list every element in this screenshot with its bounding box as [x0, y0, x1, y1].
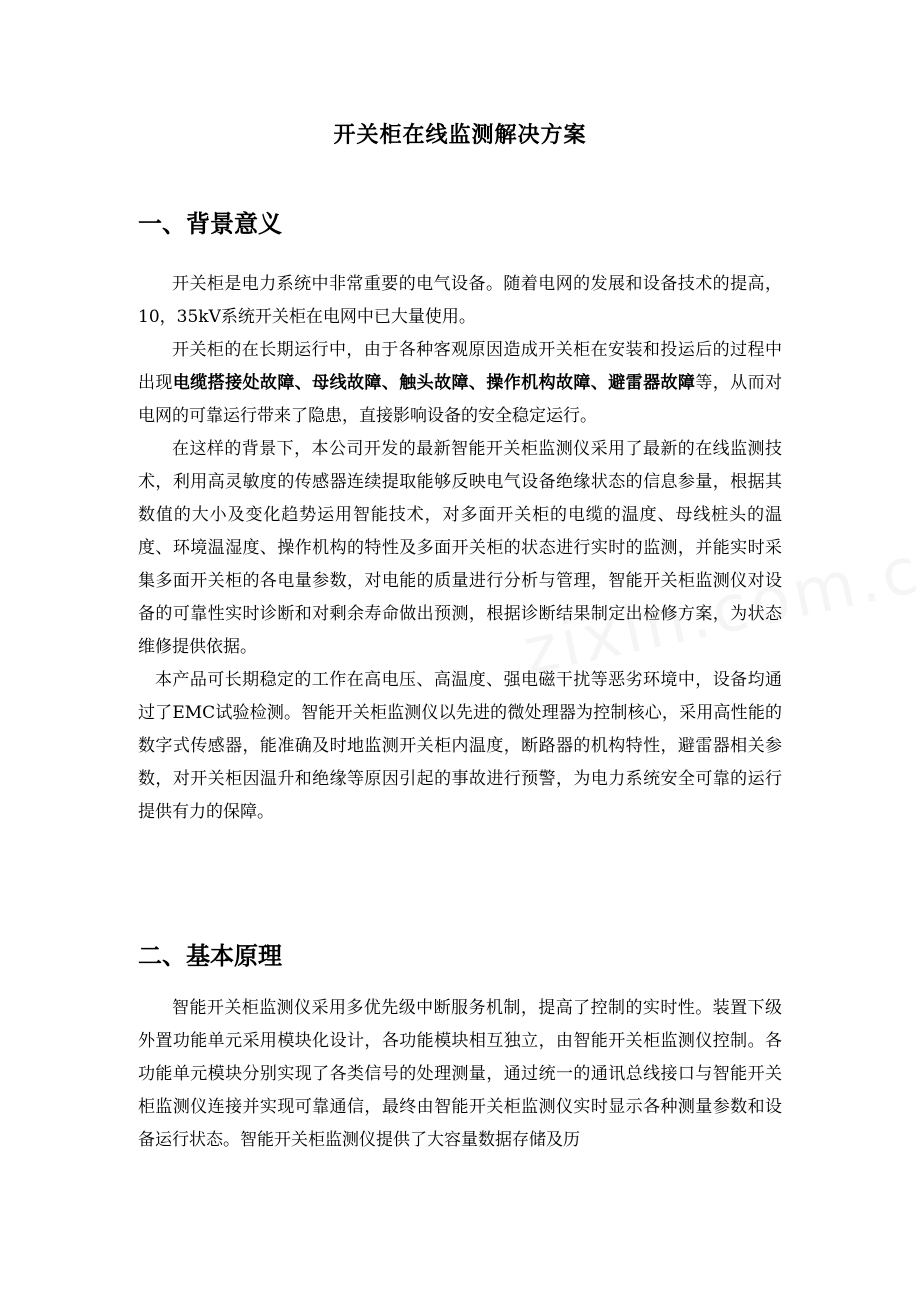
paragraph: 在这样的背景下，本公司开发的最新智能开关柜监测仪采用了最新的在线监测技术，利用高灵敏度的传感器连续提取能够反映电气设备绝缘状态的信息参量，根据其数值的大小及变化趋势运用智能技术，对多面开关柜的电缆的温度、母线桩头的温度、环境温湿度、操作机构的特性及多面开关柜的状态进行实时的监测，并能实时采集多面开关柜的各电量参数，对电能的质量进行分析与管理，智能开关柜监测仪对设备的可靠性实时诊断和对剩余寿命做出预测，根据诊断结果制定出检修方案，为状态维修提供依据。: [138, 439, 782, 657]
section-heading-principle: 二、基本原理: [138, 942, 282, 970]
paragraph-text: 等，从而对电网的可靠运行带来了隐患，直接影响设备的安全稳定运行。: [138, 373, 783, 426]
paragraph: 本产品可长期稳定的工作在高电压、高温度、强电磁干扰等恶劣环境中，设备均通过了EMC试验检测。智能开关柜监测仪以先进的微处理器为控制核心，采用高性能的数字式传感器，能准确及时地监测开关柜内温度，断路器的机构特性，避雷器相关参数，对开关柜因温升和绝缘等原因引起的事故进行预警，为电力系统安全可靠的运行提供有力的保障。: [138, 670, 782, 822]
paragraph-faults: [138, 334, 782, 433]
fault-list-emphasis: 电缆搭接处故障、母线故障、触头故障、操作机构故障、避雷器故障: [172, 373, 696, 393]
paragraph-text: 开关柜的在长期运行中，由于各种客观原因造成开关柜在安装和投运后的过程中出现: [138, 340, 782, 393]
section-body-background: [138, 268, 782, 829]
section-body-principle: [138, 992, 782, 1157]
document-title: 开关柜在线监测解决方案: [333, 123, 587, 148]
paragraph: 智能开关柜监测仪采用多优先级中断服务机制，提高了控制的实时性。装置下级外置功能单元采用模块化设计，各功能模块相互独立，由智能开关柜监测仪控制。各功能单元模块分别实现了各类信号的处理测量，通过统一的通讯总线接口与智能开关柜监测仪连接并实现可靠通信，最终由智能开关柜监测仪实时显示各种测量参数和设备运行状态。智能开关柜监测仪提供了大容量数据存储及历: [138, 998, 782, 1150]
paragraph: 开关柜是电力系统中非常重要的电气设备。随着电网的发展和设备技术的提高，10，35kV系统开关柜在电网中已大量使用。: [138, 274, 782, 327]
section-heading-background: 一、背景意义: [138, 210, 282, 238]
